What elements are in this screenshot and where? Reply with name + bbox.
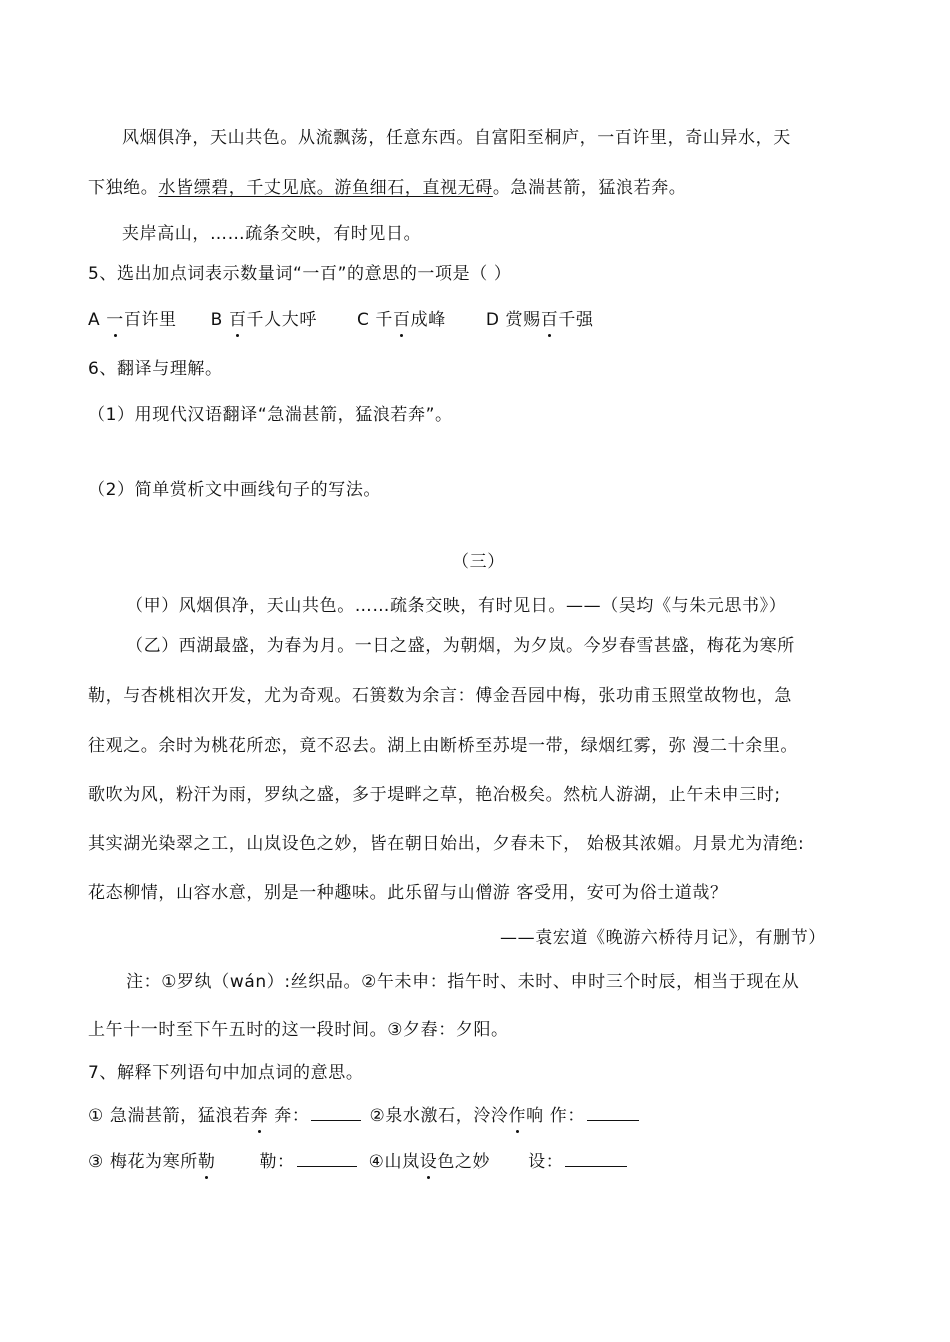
q5-option-b: B 百千人大呼 [210,310,317,330]
emphasis-dot-char: 百 [393,310,411,330]
emphasis-dot-char: 百 [540,310,559,330]
q6-sub2: （2）简单赏析文中画线句子的写法。 [88,480,382,500]
emphasis-dot-char: 作 [508,1106,527,1126]
answer-blank-2[interactable] [587,1102,639,1121]
answer-blank-4[interactable] [565,1148,627,1167]
passage3-source: ——袁宏道《晚游六桥待月记》，有删节） [500,928,826,948]
emphasis-dot-char: 勒 [197,1152,216,1172]
passage3-yi-line5: 其实湖光染翠之工，山岚设色之妙，皆在朝日始出，夕春未下， 始极其浓媚。月景尤为清绝: [88,834,805,854]
passage3-yi-line3: 往观之。余时为桃花所恋，竟不忍去。湖上由断桥至苏堤一带，绿烟红雾，弥 漫二十余里。 [88,736,799,756]
answer-blank-1[interactable] [311,1102,361,1121]
passage3-jia: （甲）风烟俱净，天山共色。……疏条交映，有时见日。——（吴均《与朱元思书》） [126,596,787,616]
emphasis-dot-char: 设 [419,1152,438,1172]
passage2-line3: 夹岸高山，……疏条交映，有时见日。 [122,224,422,244]
passage2-line2-pre: 下独绝。 [88,178,159,198]
passage2-line2 [88,176,686,200]
section-heading: （三） [452,552,505,572]
passage2-line1: 风烟俱净，天山共色。从流飘荡，任意东西。自富阳至桐庐，一百许里，奇山异水，天 [122,128,791,148]
q5-option-c: C 千百成峰 [356,310,446,330]
passage3-yi-line1: （乙）西湖最盛，为春为月。一日之盛，为朝烟，为夕岚。今岁春雪甚盛，梅花为寒所 [126,636,795,656]
q7-row2: ③ 梅花为寒所勒 勒： ④山岚设色之妙 设： [88,1148,629,1174]
passage3-yi-line4: 歌吹为风，粉汗为雨，罗纨之盛，多于堤畔之草，艳冶极矣。然杭人游湖，止午未申三时; [88,785,781,805]
emphasis-dot-char: 奔 [250,1106,269,1126]
q5-option-a: A 一百许里 [88,310,177,330]
answer-blank-3[interactable] [297,1148,357,1167]
underlined-sentence-2: 游鱼细石，直视无碍 [334,178,493,198]
passage3-note-line2: 上午十一时至下午五时的这一段时间。③夕舂：夕阳。 [88,1020,509,1040]
q5-options [88,308,594,332]
q6-stem: 6、翻译与理解。 [88,359,223,379]
q7-row1: ① 急湍甚箭，猛浪若奔 奔： ②泉水激石，泠泠作响 作： [88,1102,641,1128]
underlined-sentence-1: 水皆缥碧，千丈见底。 [158,178,335,198]
passage3-yi-line6: 花态柳情，山容水意，别是一种趣味。此乐留与山僧游 客受用，安可为俗士道哉？ [88,883,728,903]
emphasis-dot-char: 百 [228,310,247,330]
emphasis-dot-char: 一 [106,310,124,330]
passage2-line2-post: 。急湍甚箭，猛浪若奔。 [492,178,687,198]
q7-stem: 7、解释下列语句中加点词的意思。 [88,1063,364,1083]
passage3-yi-line2: 勒，与杏桃相次开发，尤为奇观。石篑数为余言：傅金吾园中梅，张功甫玉照堂故物也，急 [88,686,792,706]
q5-stem: 5、选出加点词表示数量词“一百”的意思的一项是（ ） [88,264,512,284]
q6-sub1: （1）用现代汉语翻译“急湍甚箭，猛浪若奔”。 [88,405,453,425]
passage3-note-line1: 注：①罗纨（wán）:丝织品。②午未申：指午时、未时、申时三个时辰，相当于现在从 [126,972,800,992]
q5-option-d: D 赏赐百千强 [485,310,594,330]
